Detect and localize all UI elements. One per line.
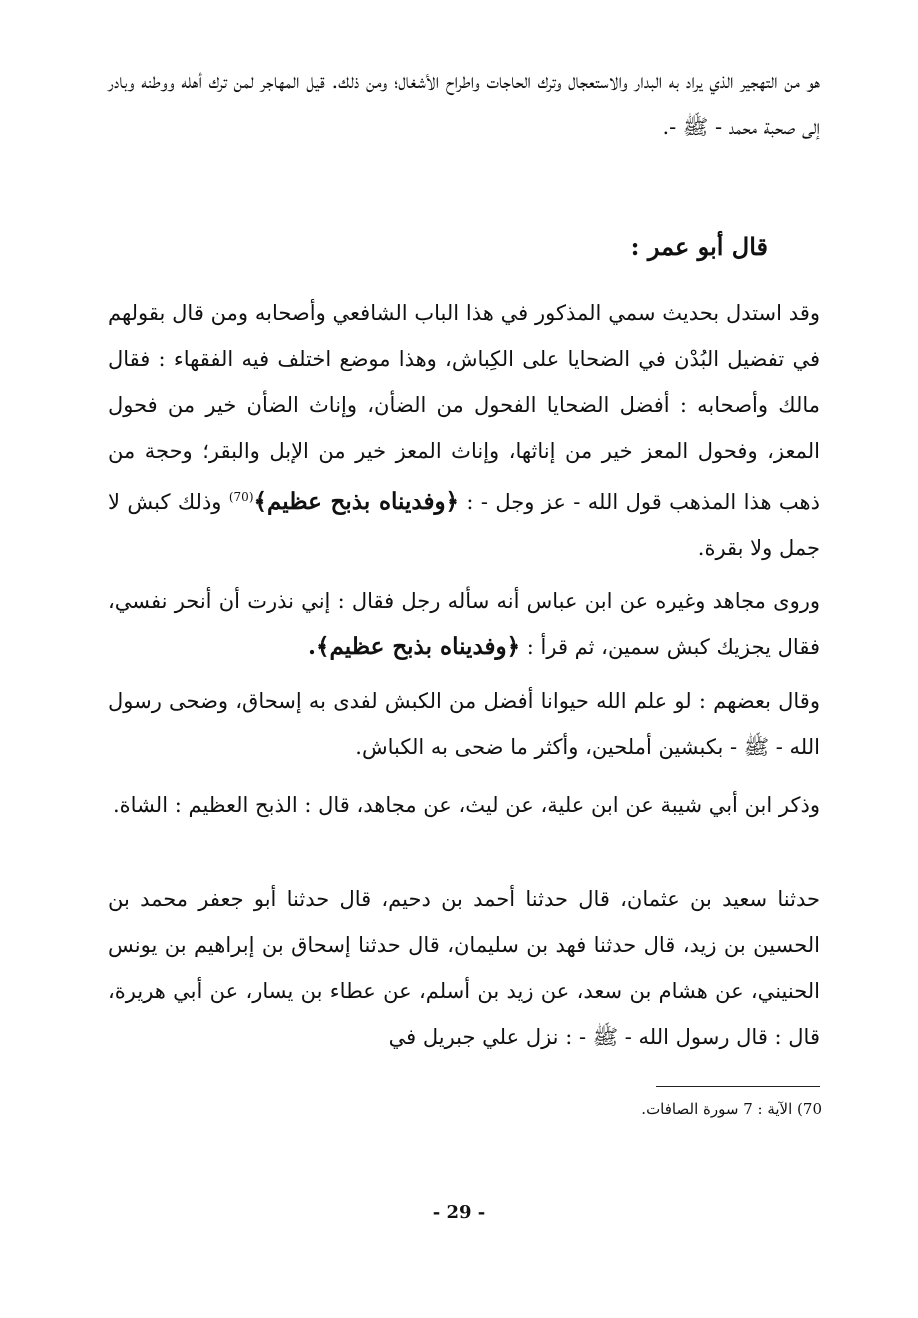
- paragraph-text: وروى مجاهد وغيره عن ابن عباس أنه سأله رجل فقال : إني نذرت أن أنحر نفسي، فقال يجزيك كبش سمين، ثم قرأ :: [108, 589, 820, 659]
- paragraph-ibn-abbas: [108, 578, 820, 670]
- section-heading: قال أبو عمر :: [630, 232, 768, 261]
- footnote-ref: (70): [228, 490, 254, 504]
- page-number: - 29 -: [432, 1202, 486, 1223]
- footnote-separator: [656, 1086, 820, 1087]
- paragraph-text: وقد استدل بحديث سمي المذكور في هذا الباب الشافعي وأصحابه ومن قال بقولهم في تفضيل البُدْن في الضحايا على الكِباش، وهذا موضع اختلف فيه الفقهاء : فقال مالك وأصحابه : أفضل الضحايا الفحول من الضأن، وإناث الضأن خير من فحول المعز، وفحول المعز خير من إناثها، وإناث المعز خير من الإبل والبقر؛ وحجة من ذهب هذا المذهب قول الله - عز وجل - :: [108, 301, 820, 514]
- quran-verse: ﴿وفديناه بذبح عظيم﴾: [253, 488, 460, 515]
- paragraph-hijra: هو من التهجير الذي يراد به البدار والاستعجال وترك الحاجات واطراح الأشغال؛ ومن ذلك. قيل المهاجر لمن ترك أهله ووطنه وبادر إلى صحبة محمد - ﷺ -.: [108, 69, 820, 139]
- footnote: 70) الآية : 7 سورة الصافات.: [641, 1100, 822, 1118]
- quran-verse: ﴿وفديناه بذبح عظيم﴾.: [307, 633, 521, 660]
- paragraph-some-said: وقال بعضهم : لو علم الله حيوانا أفضل من الكبش لفدى به إسحاق، وضحى رسول الله - ﷺ - بكبشين أملحين، وأكثر ما ضحى به الكباش.: [108, 689, 820, 759]
- paragraph-text: وذلك كبش لا جمل ولا بقرة.: [108, 490, 820, 560]
- paragraph-ibn-abi-shayba: وذكر ابن أبي شيبة عن ابن علية، عن ليث، عن مجاهد، قال : الذبح العظيم : الشاة.: [113, 793, 820, 817]
- paragraph-sacrifice-debate: [108, 290, 820, 571]
- paragraph-isnad: حدثنا سعيد بن عثمان، قال حدثنا أحمد بن دحيم، قال حدثنا أبو جعفر محمد بن الحسين بن زيد، قال حدثنا فهد بن سليمان، قال حدثنا إسحاق بن إبراهيم بن يونس الحنيني، عن هشام بن سعد، عن زيد بن أسلم، عن عطاء بن يسار، عن أبي هريرة، قال : قال رسول الله - ﷺ - : نزل علي جبريل في: [108, 887, 820, 1049]
